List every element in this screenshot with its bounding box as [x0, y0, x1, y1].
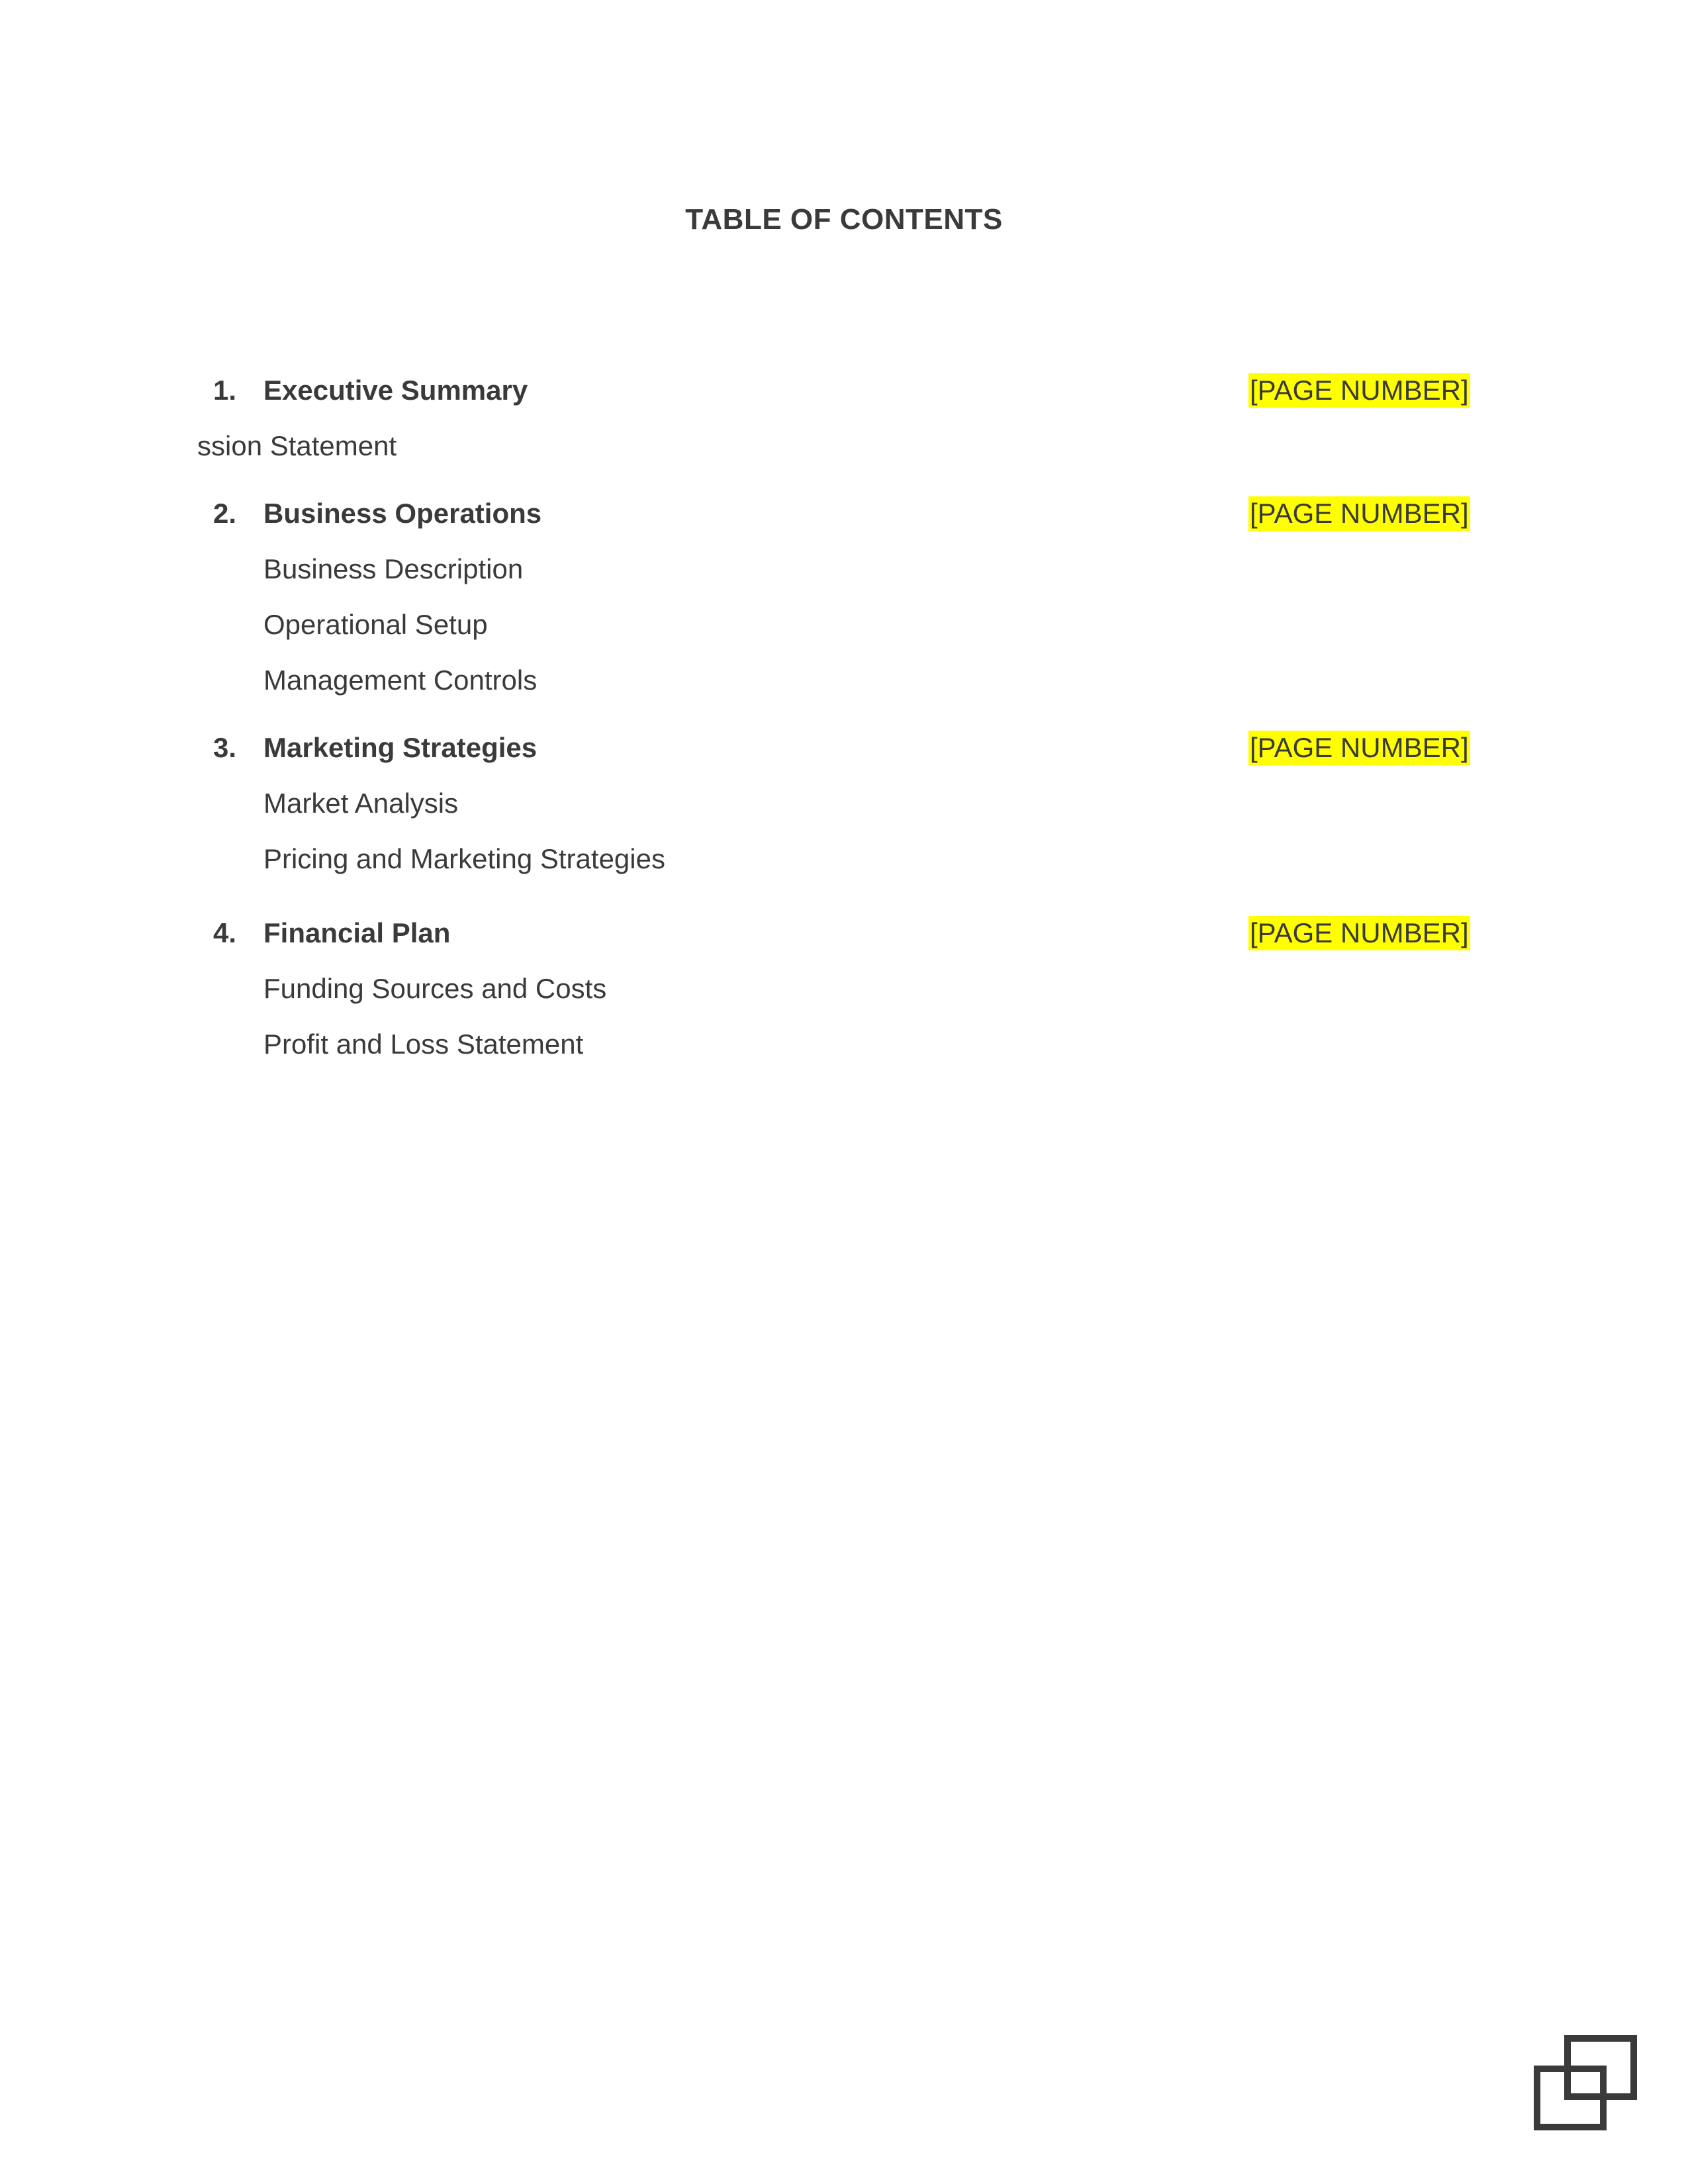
- toc-title: TABLE OF CONTENTS: [685, 203, 1003, 236]
- subitem-label[interactable]: Pricing and Marketing Strategies: [263, 843, 665, 874]
- toc-subitem[interactable]: [0, 1024, 1688, 1064]
- toc-subitem[interactable]: [0, 969, 1688, 1009]
- toc-section-marketing-strategies[interactable]: [0, 728, 1688, 768]
- section-number: 2.: [213, 498, 237, 529]
- section-number: 3.: [213, 732, 237, 763]
- subitem-label[interactable]: Market Analysis: [263, 788, 459, 819]
- section-heading[interactable]: Financial Plan: [263, 917, 451, 948]
- toc-subitem[interactable]: [0, 426, 1688, 466]
- section-heading[interactable]: Marketing Strategies: [263, 732, 538, 763]
- subitem-label[interactable]: Management Controls: [263, 664, 538, 696]
- overlapping-squares-logo-icon: [1533, 2034, 1639, 2131]
- subitem-label[interactable]: Profit and Loss Statement: [263, 1028, 584, 1060]
- subitem-label[interactable]: Business Description: [263, 553, 524, 584]
- toc-section-financial-plan[interactable]: [0, 913, 1688, 953]
- toc-subitem[interactable]: [0, 784, 1688, 823]
- toc-section-business-operations[interactable]: [0, 494, 1688, 533]
- toc-section-executive-summary[interactable]: [0, 371, 1688, 410]
- toc-subitem[interactable]: [0, 660, 1688, 700]
- page-number-placeholder: [PAGE NUMBER]: [1248, 496, 1470, 531]
- section-heading[interactable]: Business Operations: [263, 498, 542, 529]
- subitem-label[interactable]: Operational Setup: [263, 609, 488, 640]
- page-number-placeholder: [PAGE NUMBER]: [1248, 731, 1470, 765]
- toc-subitem[interactable]: [0, 839, 1688, 879]
- toc-subitem[interactable]: [0, 605, 1688, 645]
- toc-subitem[interactable]: [0, 549, 1688, 589]
- section-number: 1.: [213, 375, 237, 406]
- subitem-label[interactable]: Funding Sources and Costs: [263, 973, 607, 1004]
- section-heading[interactable]: Executive Summary: [263, 375, 528, 406]
- page-number-placeholder: [PAGE NUMBER]: [1248, 373, 1470, 408]
- page-number-placeholder: [PAGE NUMBER]: [1248, 916, 1470, 950]
- section-number: 4.: [213, 917, 237, 948]
- subitem-label[interactable]: ssion Statement: [197, 430, 397, 461]
